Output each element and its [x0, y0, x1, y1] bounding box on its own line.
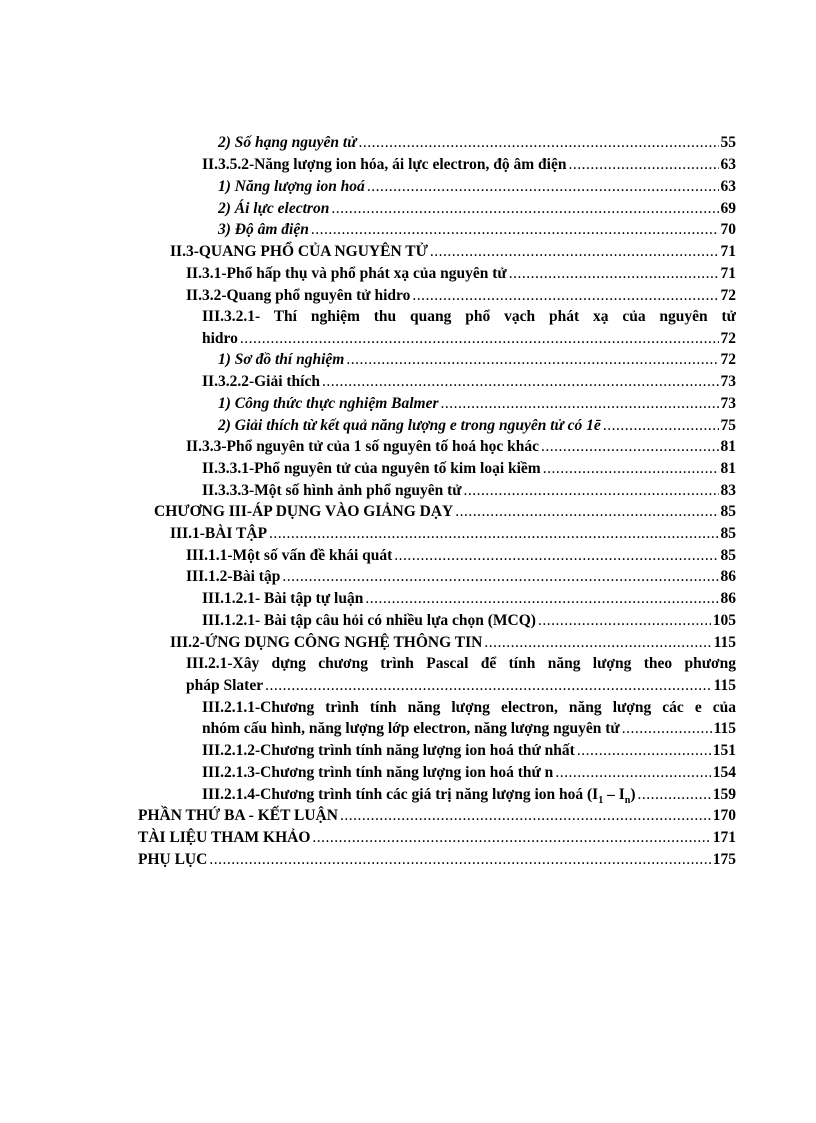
page-number: 175 — [712, 851, 736, 868]
toc-entry: III.1.2.1- Bài tập câu hỏi có nhiều lựa chọn (MCQ) ..... 105 — [202, 610, 736, 631]
toc-entry: III.2.1.2-Chương trình tính năng lượng ion hoá thứ nhất ..... 151 — [202, 740, 736, 761]
toc-entry: 1) Sơ đồ thí nghiệm ..... 72 — [218, 349, 736, 370]
page-number: 63 — [720, 178, 736, 195]
page-number: 81 — [720, 460, 736, 477]
toc-entry: nhóm cấu hình, năng lượng lớp electron, năng lượng nguyên tử ..... 115 — [202, 718, 736, 739]
page-number: 151 — [712, 742, 736, 759]
toc-entry: III.1-BÀI TẬP ..... 85 — [170, 523, 736, 544]
toc-entry: 1) Năng lượng ion hoá ..... 63 — [218, 176, 736, 197]
page-number: 85 — [720, 503, 736, 520]
page-number: 85 — [720, 547, 736, 564]
page-number: 115 — [713, 720, 736, 737]
page-number: 171 — [712, 829, 736, 846]
page-number: 73 — [720, 373, 736, 390]
page-number: 72 — [720, 287, 736, 304]
toc-entry: III.2.1.3-Chương trình tính năng lượng ion hoá thứ n ..... 154 — [202, 762, 736, 783]
toc-entry: II.3.3.3-Một số hình ảnh phổ nguyên tử ..... 83 — [202, 480, 736, 501]
page-number: 72 — [720, 351, 736, 368]
page-number: 81 — [720, 438, 736, 455]
toc-entry: PHỤ LỤC ..... 175 — [138, 849, 736, 870]
toc-entry: TÀI LIỆU THAM KHẢO ..... 171 — [138, 827, 736, 848]
page-number: 71 — [720, 243, 736, 260]
toc-entry: II.3.3-Phổ nguyên tử của 1 số nguyên tố hoá học khác ..... 81 — [186, 436, 736, 457]
toc-entry: 2) Ái lực electron ..... 69 — [218, 198, 736, 219]
toc-entry: 2) Số hạng nguyên tử ..... 55 — [218, 132, 736, 153]
page-number: 55 — [720, 134, 736, 151]
toc-entry: II.3.2-Quang phổ nguyên tử hidro ..... 72 — [186, 285, 736, 306]
page-number: 170 — [712, 807, 736, 824]
toc-entry-line1: III.3.2.1- Thí nghiệm thu quang phổ vạch phát xạ của nguyên tử — [202, 308, 736, 325]
toc-entry: III.1.2.1- Bài tập tự luận ..... 86 — [202, 588, 736, 609]
toc-entry: II.3.2.2-Giải thích ..... 73 — [202, 371, 736, 392]
page-number: 105 — [712, 612, 736, 629]
toc-entry: hidro ..... 72 — [202, 328, 736, 349]
toc-entry: 2) Giải thích từ kết quả năng lượng e trong nguyên tử có 1ē ..... 75 — [218, 415, 736, 436]
toc-entry: III.1.2-Bài tập ..... 86 — [186, 566, 736, 587]
toc-entry-line1: III.2.1-Xây dựng chương trình Pascal để tính năng lượng theo phương — [186, 655, 736, 672]
page-number: 63 — [720, 156, 736, 173]
toc-entry: pháp Slater ..... 115 — [186, 675, 736, 696]
page-number: 73 — [720, 395, 736, 412]
page-number: 115 — [713, 634, 736, 651]
page-number: 86 — [720, 568, 736, 585]
page-number: 83 — [720, 482, 736, 499]
toc-entry: PHẦN THỨ BA - KẾT LUẬN ..... 170 — [138, 805, 736, 826]
page-number: 70 — [720, 221, 736, 238]
page-number: 71 — [720, 265, 736, 282]
toc-entry: CHƯƠNG III-ÁP DỤNG VÀO GIẢNG DẠY ..... 85 — [154, 501, 736, 522]
toc-entry: II.3-QUANG PHỔ CỦA NGUYÊN TỬ ..... 71 — [170, 241, 736, 262]
toc-entry: II.3.5.2-Năng lượng ion hóa, ái lực electron, độ âm điện ..... 63 — [202, 154, 736, 175]
toc-entry: III.2.1.4-Chương trình tính các giá trị năng lượng ion hoá $(I_1 - I_n)$ ..... 159 — [202, 784, 736, 805]
toc-entry: III.1.1-Một số vấn đề khái quát ..... 85 — [186, 545, 736, 566]
page-number: 86 — [720, 590, 736, 607]
toc-entry-line1: III.2.1.1-Chương trình tính năng lượng electron, năng lượng các e của — [202, 699, 736, 716]
page-number: 69 — [720, 200, 736, 217]
toc-entry: II.3.1-Phổ hấp thụ và phổ phát xạ của nguyên tử ..... 71 — [186, 263, 736, 284]
page-number: 154 — [712, 764, 736, 781]
page-number: 159 — [712, 786, 736, 803]
page-number: 115 — [713, 677, 736, 694]
page-number: 72 — [720, 330, 736, 347]
toc-entry: II.3.3.1-Phổ nguyên tử của nguyên tố kim loại kiềm ..... 81 — [202, 458, 736, 479]
toc-entry: 3) Độ âm điện ..... 70 — [218, 219, 736, 240]
page-number: 75 — [720, 417, 736, 434]
toc-entry: III.2-ỨNG DỤNG CÔNG NGHỆ THÔNG TIN ..... 115 — [170, 632, 736, 653]
toc-entry: 1) Công thức thực nghiệm Balmer ..... 73 — [218, 393, 736, 414]
page-number: 85 — [720, 525, 736, 542]
